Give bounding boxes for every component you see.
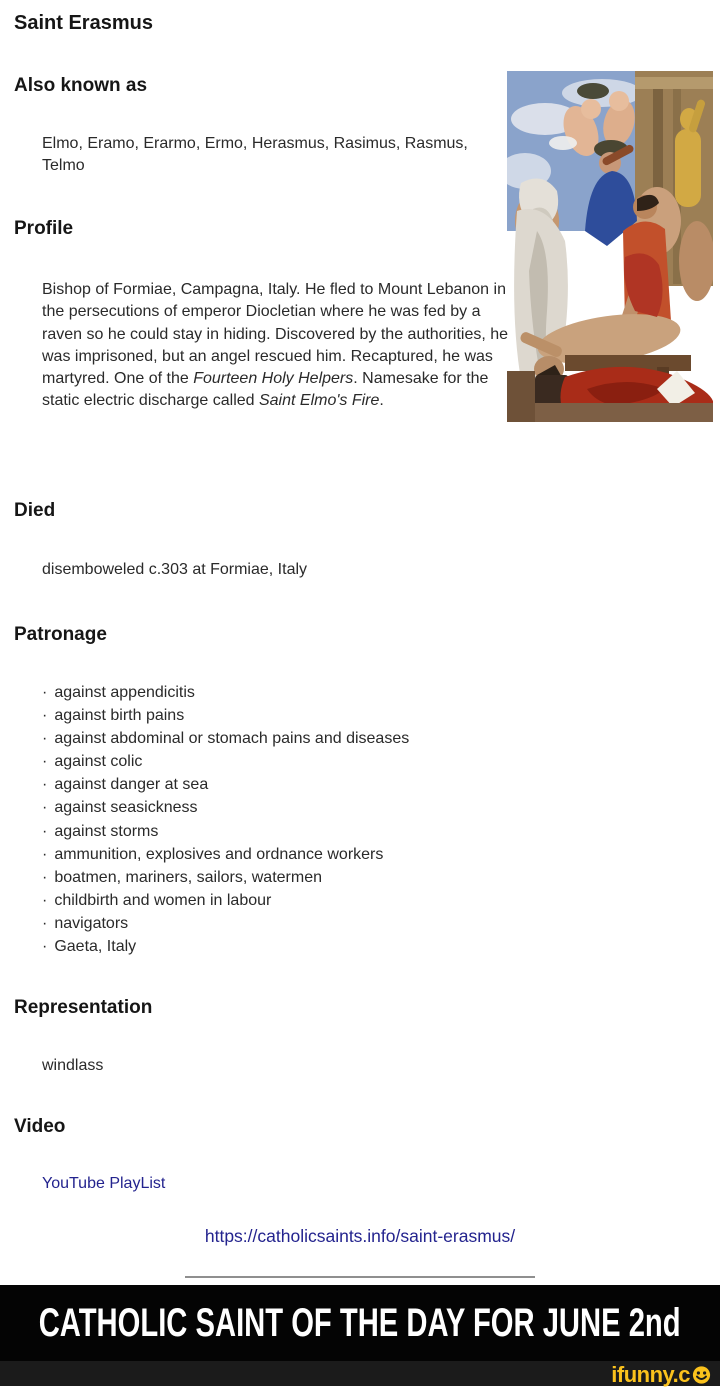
banner-text: CATHOLIC SAINT OF THE DAY FOR JUNE 2nd bbox=[39, 1300, 681, 1345]
section-heading-video: Video bbox=[14, 1116, 66, 1137]
patronage-item: · against abdominal or stomach pains and diseases bbox=[42, 727, 409, 750]
page-title: Saint Erasmus bbox=[14, 12, 153, 34]
patronage-item: · against appendicitis bbox=[42, 681, 409, 704]
patronage-item: · against storms bbox=[42, 820, 409, 843]
also-known-as-names: Elmo, Eramo, Erarmo, Ermo, Herasmus, Rasimus, Rasmus, Telmo bbox=[42, 135, 468, 175]
section-heading-also-known-as: Also known as bbox=[14, 75, 148, 96]
section-heading-representation: Representation bbox=[14, 997, 153, 1018]
source-url-link[interactable]: https://catholicsaints.info/saint-erasmus/ bbox=[204, 1226, 516, 1246]
profile-italic-saint-elmos-fire: Saint Elmo's Fire bbox=[258, 392, 380, 410]
profile-paragraph bbox=[42, 279, 509, 413]
banner bbox=[0, 1285, 720, 1361]
patronage-item: · boatmen, mariners, sailors, watermen bbox=[42, 866, 409, 889]
representation-text: windlass bbox=[42, 1057, 104, 1074]
profile-italic-fourteen-holy-helpers: Fourteen Holy Helpers bbox=[193, 370, 354, 388]
patronage-item: · against danger at sea bbox=[42, 773, 409, 796]
patronage-item: · against colic bbox=[42, 750, 409, 773]
section-heading-patronage: Patronage bbox=[14, 624, 107, 645]
divider bbox=[185, 1276, 535, 1278]
patronage-item: · Gaeta, Italy bbox=[42, 935, 409, 958]
patronage-item: · against seasickness bbox=[42, 796, 409, 819]
ifunny-watermark bbox=[611, 1362, 712, 1387]
died-text: disemboweled c.303 at Formiae, Italy bbox=[42, 561, 308, 578]
smiley-o-icon bbox=[691, 1364, 712, 1385]
section-heading-died: Died bbox=[14, 500, 56, 521]
footer-strip bbox=[0, 1361, 720, 1386]
ifunny-watermark-text: ifunny.c bbox=[611, 1362, 690, 1387]
martyrdom-painting bbox=[507, 71, 713, 422]
patronage-item: · ammunition, explosives and ordnance workers bbox=[42, 843, 409, 866]
patronage-list bbox=[42, 681, 409, 958]
patronage-item: · navigators bbox=[42, 912, 409, 935]
profile-text-part2: . Namesake for the static electric discharge called bbox=[42, 370, 489, 410]
youtube-playlist-link[interactable]: YouTube PlayList bbox=[42, 1175, 166, 1192]
section-heading-profile: Profile bbox=[14, 218, 74, 239]
profile-text-part1: Bishop of Formiae, Campagna, Italy. He fled to Mount Lebanon in the persecutions of emperor Diocletian where he was fed by a raven so he could stay in hiding. Discovered by the authorities, he was imprisoned, but an angel rescued him. Recaptured, he was martyred. One of the bbox=[42, 281, 509, 388]
profile-text-part3: . bbox=[379, 392, 384, 410]
patronage-item: · against birth pains bbox=[42, 704, 409, 727]
martyrdom-painting-graphic bbox=[507, 71, 713, 422]
patronage-item: · childbirth and women in labour bbox=[42, 889, 409, 912]
